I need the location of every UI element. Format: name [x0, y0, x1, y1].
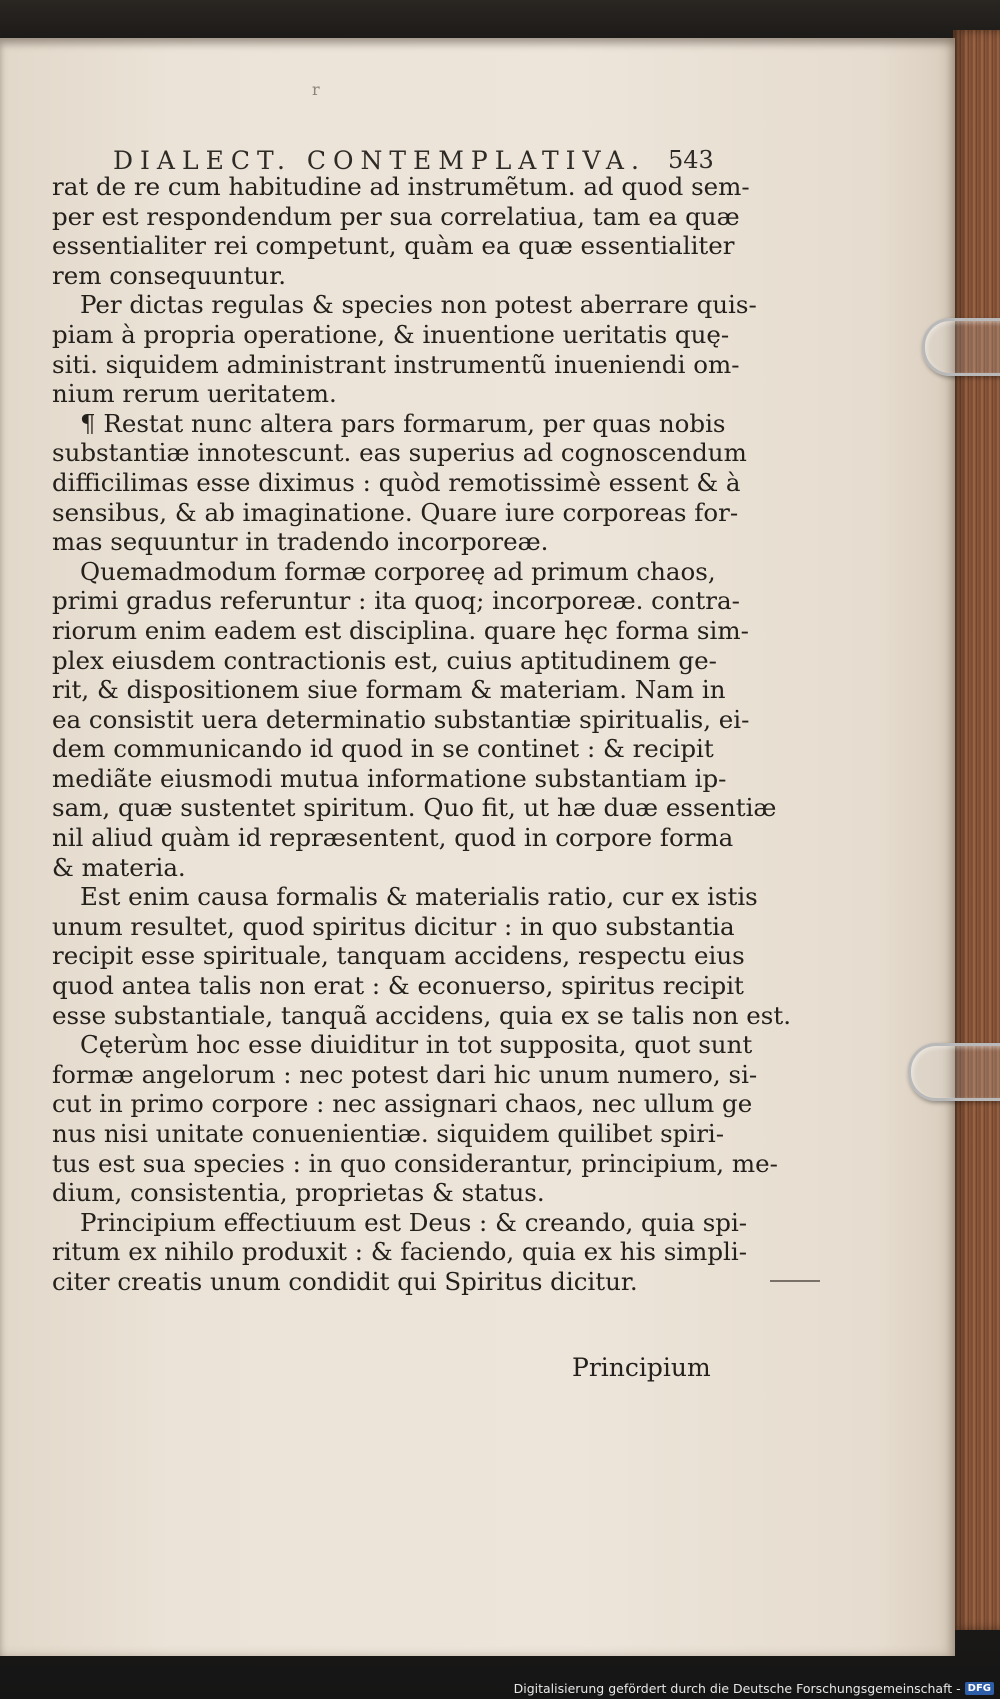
text-line: nium rerum ueritatem.: [52, 379, 337, 409]
text-line: ritum ex nihilo produxit : & faciendo, quia ex his simpli-: [52, 1237, 747, 1267]
text-line: unum resultet, quod spiritus dicitur : in quo substantia: [52, 911, 735, 941]
text-line: Quemadmodum formæ corporeę ad primum chaos,: [80, 556, 716, 586]
body-text: [52, 172, 791, 1297]
text-line: siti. siquidem administrant instrumentũ inueniendi om-: [52, 349, 740, 379]
dfg-logo: DFG: [965, 1682, 994, 1695]
text-line: cut in primo corpore : nec assignari chaos, nec ullum ge: [52, 1089, 753, 1119]
text-line: plex eiusdem contractionis est, cuius aptitudinem ge-: [52, 645, 717, 675]
text-line: nus nisi unitate conuenientiæ. siquidem quilibet spiri-: [52, 1119, 725, 1148]
page-clip-upper: [922, 318, 1000, 376]
text-line: sensibus, & ab imaginatione. Quare iure corporeas for-: [52, 497, 739, 527]
page-clip-lower: [908, 1043, 1000, 1101]
text-line: & materia.: [52, 852, 186, 882]
margin-dash: [770, 1280, 820, 1282]
text-line: nil aliud quàm id repræsentent, quod in corpore forma: [52, 823, 734, 853]
text-line: dem communicando id quod in se continet : & recipit: [52, 734, 714, 764]
text-line: mediãte eiusmodi mutua informatione substantiam ip-: [52, 763, 727, 793]
text-line: tus est sua species : in quo considerantur, principium, me-: [52, 1148, 778, 1178]
text-line: per est respondendum per sua correlatiua, tam ea quæ: [52, 201, 740, 231]
text-line: difficilimas esse diximus : quòd remotissimè essent & à: [52, 467, 741, 497]
text-line: riorum enim eadem est disciplina. quare hęc forma sim-: [52, 615, 749, 645]
text-line: rit, & dispositionem siue formam & materiam. Nam in: [52, 675, 726, 705]
text-line: essentialiter rei competunt, quàm ea quæ essentialiter: [52, 231, 735, 261]
text-line: citer creatis unum condidit qui Spiritus dicitur.: [52, 1266, 638, 1296]
text-line: Est enim causa formalis & materialis ratio, cur ex istis: [80, 882, 758, 912]
book-page-edges: [953, 30, 1000, 1630]
text-line: quod antea talis non erat : & econuerso, spiritus recipit: [52, 971, 744, 1001]
margin-mark: r: [312, 80, 320, 99]
text-line: Principium effectiuum est Deus : & creando, quia spi-: [80, 1207, 748, 1237]
text-line: substantiæ innotescunt. eas superius ad cognoscendum: [52, 438, 747, 468]
text-line: rat de re cum habitudine ad instrumẽtum. ad quod sem-: [52, 172, 750, 201]
text-line: recipit esse spirituale, tanquam accidens, respectu eius: [52, 941, 745, 971]
credit-text: Digitalisierung gefördert durch die Deutsche Forschungsgemeinschaft -: [513, 1681, 961, 1696]
text-line: sam, quæ sustentet spiritum. Quo fit, ut hæ duæ essentiæ: [52, 793, 777, 823]
text-line: Per dictas regulas & species non potest aberrare quis-: [80, 290, 757, 320]
text-line: mas sequuntur in tradendo incorporeæ.: [52, 527, 549, 557]
page-number: 543: [668, 146, 714, 174]
text-line: formæ angelorum : nec potest dari hic unum numero, si-: [52, 1059, 758, 1089]
text-line: Cęterùm hoc esse diuiditur in tot supposita, quot sunt: [80, 1030, 753, 1060]
text-line: rem consequuntur.: [52, 260, 287, 290]
text-line: piam à propria operatione, & inuentione ueritatis quę-: [52, 319, 730, 349]
text-line: esse substantiale, tanquã accidens, quia ex se talis non est.: [52, 1000, 791, 1030]
running-title: DIALECT. CONTEMPLATIVA.: [113, 146, 646, 175]
catchword: Principium: [572, 1353, 711, 1382]
digitization-credit: [514, 1681, 994, 1696]
text-line: primi gradus referuntur : ita quoq; incorporeæ. contra-: [52, 586, 740, 616]
text-line: ea consistit uera determinatio substantiæ spiritualis, ei-: [52, 704, 750, 734]
text-line: ¶ Restat nunc altera pars formarum, per quas nobis: [80, 408, 726, 438]
text-line: dium, consistentia, proprietas & status.: [52, 1178, 545, 1208]
